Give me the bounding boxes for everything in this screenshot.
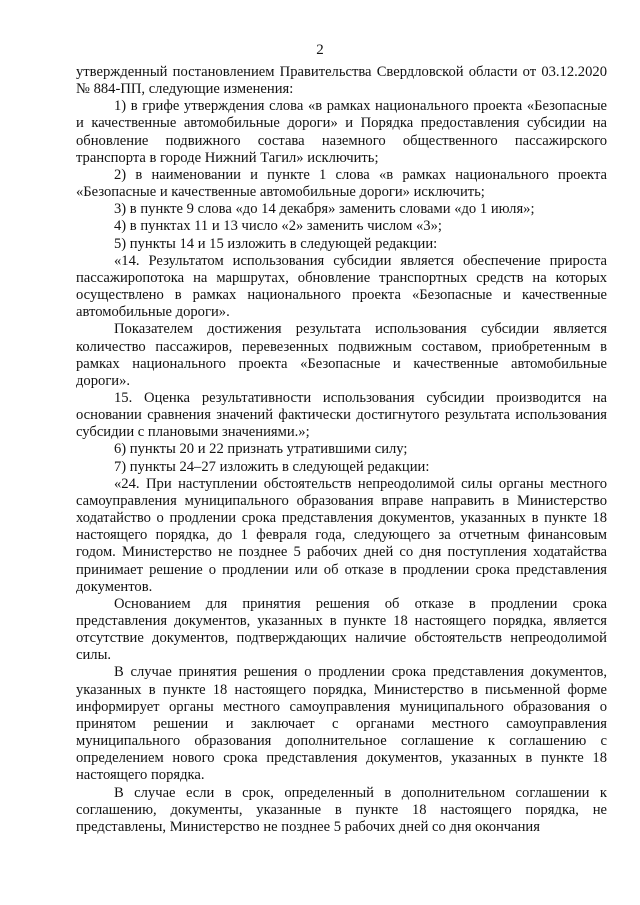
paragraph-clause-24: «24. При наступлении обстоятельств непреодолимой силы органы местного самоуправления муниципального образования вправе направить в Министерство ходатайство о продлении срока представления документов, указанных в пункте 18 настоящего порядка, до 1 февраля года, следующего за отчетным финансовым годом. Министерство не позднее 5 рабочих дней со дня поступления ходатайства принимает решение о продлении или об отказе в продлении срока представления документов. (76, 475, 607, 595)
page-number: 2 (316, 42, 324, 58)
paragraph-item-4: 4) в пунктах 11 и 13 число «2» заменить числом «3»; (114, 218, 442, 235)
paragraph-item-6: 6) пункты 20 и 22 признать утратившими силу; (114, 441, 408, 458)
paragraph-refusal-basis: Основанием для принятия решения об отказе в продлении срока представления документов, указанных в пункте 18 настоящего порядка, является отсутствие документов, подтверждающих наличие обстоятельств непреодолимой силы. (76, 595, 607, 664)
paragraph-continuation: утвержденный постановлением Правительства Свердловской области от 03.12.2020 № 884-ПП, следующие изменения: (76, 64, 607, 98)
paragraph-item-7: 7) пункты 24–27 изложить в следующей редакции: (114, 458, 430, 475)
paragraph-item-5: 5) пункты 14 и 15 изложить в следующей редакции: (114, 235, 438, 252)
paragraph-extension-decision: В случае принятия решения о продлении срока представления документов, указанных в пункте 18 настоящего порядка, Министерство в письменной форме информирует органы местного самоуправления муниципального образования о принятом решении и заключает с органами местного самоуправления муниципального образования дополнительное соглашение к соглашению с определением нового срока представления документов, указанных в пункте 18 настоящего порядка. (76, 664, 607, 784)
document-body (76, 64, 607, 836)
paragraph-clause-15: 15. Оценка результативности использования субсидии производится на основании сравнения значений фактически достигнутого результата использования субсидии с плановыми значениями.»; (76, 389, 607, 441)
paragraph-item-1: 1) в грифе утверждения слова «в рамках национального проекта «Безопасные и качественные автомобильные дороги» и Порядка предоставления субсидии на обновление подвижного состава наземного общественного пассажирского транспорта в городе Нижний Тагил» исключить; (76, 98, 607, 166)
paragraph-item-3: 3) в пункте 9 слова «до 14 декабря» заменить словами «до 1 июля»; (114, 201, 535, 218)
paragraph-clause-14: «14. Результатом использования субсидии является обеспечение прироста пассажиропотока на маршрутах, обновление транспортных средств на которых осуществлено в рамках национального проекта «Безопасные и качественные автомобильные дороги». (76, 252, 607, 321)
paragraph-missed-deadline: В случае если в срок, определенный в дополнительном соглашении к соглашению, документы, указанные в пункте 18 настоящего порядка, не представлены, Министерство не позднее 5 рабочих дней со дня окончания (76, 784, 607, 835)
paragraph-indicator: Показателем достижения результата использования субсидии является количество пассажиров, перевезенных подвижным составом, приобретенным в рамках национального проекта «Безопасные и качественные автомобильные дороги». (76, 321, 607, 389)
paragraph-item-2: 2) в наименовании и пункте 1 слова «в рамках национального проекта «Безопасные и качественные автомобильные дороги» исключить; (76, 166, 607, 201)
